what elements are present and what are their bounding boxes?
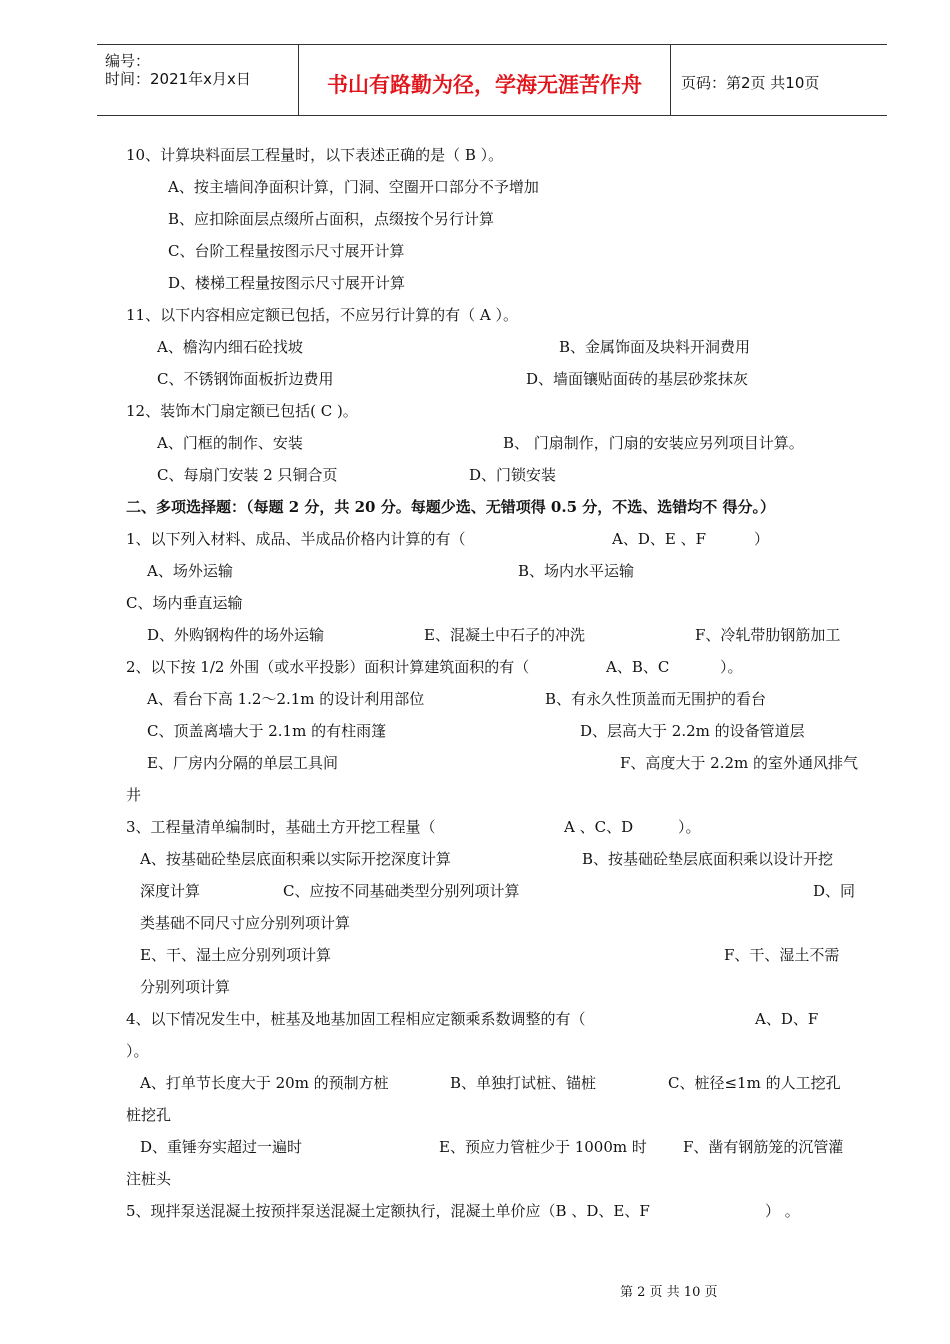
section-heading: 二、多项选择题：（每题 2 分，共 20 分。每题少选、无错项得 0.5 分，不选、选错均不 得分。）: [126, 498, 775, 516]
option-text: B、按基础砼垫层底面积乘以设计开挖: [582, 850, 834, 868]
option-text: B、金属饰面及块料开洞费用: [559, 338, 751, 356]
option-text: D、层高大于 2.2m 的设备管道层: [580, 722, 805, 740]
page-number-label: 页码：第2页 共10页: [681, 74, 820, 92]
question-text: ）。: [678, 818, 701, 836]
question-text: ）。: [720, 658, 743, 676]
option-text: A、檐沟内细石砼找坡: [157, 338, 303, 356]
option-text: A、看台下高 1.2～2.1m 的设计利用部位: [147, 690, 425, 708]
option-text: D、重锤夯实超过一遍时: [140, 1138, 303, 1156]
option-text: C、场内垂直运输: [126, 594, 243, 612]
option-text: 井: [126, 786, 142, 804]
option-text: C、不锈钢饰面板折边费用: [157, 370, 334, 388]
page-footer: 第 2 页 共 10 页: [620, 1285, 718, 1300]
option-text: B、场内水平运输: [518, 562, 635, 580]
option-text: F、凿有钢筋笼的沉管灌: [683, 1138, 844, 1156]
option-text: B、应扣除面层点缀所占面积，点缀按个另行计算: [168, 210, 495, 228]
option-text: A、按主墙间净面积计算，门洞、空圈开口部分不予增加: [168, 178, 539, 196]
question-text: 10、计算块料面层工程量时，以下表述正确的是（ B ）。: [126, 146, 504, 164]
option-text: B、有永久性顶盖而无围护的看台: [545, 690, 767, 708]
answer-text: A、B、C: [606, 658, 670, 676]
option-text: 分别列项计算: [140, 978, 231, 996]
time-label: 时间：2021年x月x日: [105, 70, 251, 88]
option-text: A、打单节长度大于 20m 的预制方桩: [140, 1074, 389, 1092]
option-text: D、门锁安装: [469, 466, 557, 484]
option-text: 深度计算: [140, 882, 201, 900]
option-text: A、门框的制作、安装: [157, 434, 303, 452]
page-header-table: [97, 44, 887, 116]
answer-text: A、D、F: [755, 1010, 819, 1028]
question-text: 1、以下列入材料、成品、半成品价格内计算的有（: [126, 530, 466, 548]
option-text: 注桩头: [126, 1170, 172, 1188]
option-text: F、冷轧带肋钢筋加工: [695, 626, 841, 644]
header-page-cell: [671, 45, 887, 115]
option-text: C、应按不同基础类型分别列项计算: [283, 882, 520, 900]
motto: 书山有路勤为径，学海无涯苦作舟: [327, 73, 642, 97]
question-text: ） 。: [765, 1202, 800, 1220]
option-text: 桩挖孔: [126, 1106, 172, 1124]
option-text: C、每扇门安装 2 只铜合页: [157, 466, 338, 484]
option-text: A、场外运输: [147, 562, 233, 580]
header-motto-cell: [299, 45, 671, 115]
option-text: D、墙面镶贴面砖的基层砂浆抹灰: [526, 370, 749, 388]
option-text: C、台阶工程量按图示尺寸展开计算: [168, 242, 405, 260]
option-text: A、按基础砼垫层底面积乘以实际开挖深度计算: [140, 850, 451, 868]
option-text: E、预应力管桩少于 1000m 时: [439, 1138, 647, 1156]
option-text: F、高度大于 2.2m 的室外通风排气: [620, 754, 859, 772]
option-text: B、 门扇制作，门扇的安装应另列项目计算。: [503, 434, 804, 452]
answer-text: A、D、E 、F: [612, 530, 706, 548]
option-text: E、混凝土中石子的冲洗: [424, 626, 585, 644]
option-text: C、顶盖离墙大于 2.1m 的有柱雨篷: [147, 722, 387, 740]
option-text: D、外购钢构件的场外运输: [147, 626, 325, 644]
question-text: ）: [754, 530, 770, 548]
option-text: E、厂房内分隔的单层工具间: [147, 754, 338, 772]
question-text: 11、以下内容相应定额已包括，不应另行计算的有（ A ）。: [126, 306, 518, 324]
question-text: 5、现拌泵送混凝土按预拌泵送混凝土定额执行，混凝土单价应（B 、D、E、F: [126, 1202, 650, 1220]
header-info-cell: [97, 45, 299, 115]
question-text: 3、工程量清单编制时，基础土方开挖工程量（: [126, 818, 436, 836]
option-text: B、单独打试桩、锚桩: [450, 1074, 597, 1092]
answer-text: A 、C、D: [564, 818, 634, 836]
question-text: ）。: [126, 1042, 149, 1060]
option-text: C、桩径≤1m 的人工挖孔: [668, 1074, 841, 1092]
option-text: D、楼梯工程量按图示尺寸展开计算: [168, 274, 406, 292]
option-text: D、同: [813, 882, 856, 900]
question-text: 2、以下按 1/2 外围（或水平投影）面积计算建筑面积的有（: [126, 658, 530, 676]
option-text: E、干、湿土应分别列项计算: [140, 946, 331, 964]
question-text: 12、装饰木门扇定额已包括( C )。: [126, 402, 358, 420]
option-text: F、干、湿土不需: [724, 946, 840, 964]
question-text: 4、以下情况发生中，桩基及地基加固工程相应定额乘系数调整的有（: [126, 1010, 586, 1028]
code-label: 编号：: [105, 52, 151, 70]
option-text: 类基础不同尺寸应分别列项计算: [140, 914, 351, 932]
